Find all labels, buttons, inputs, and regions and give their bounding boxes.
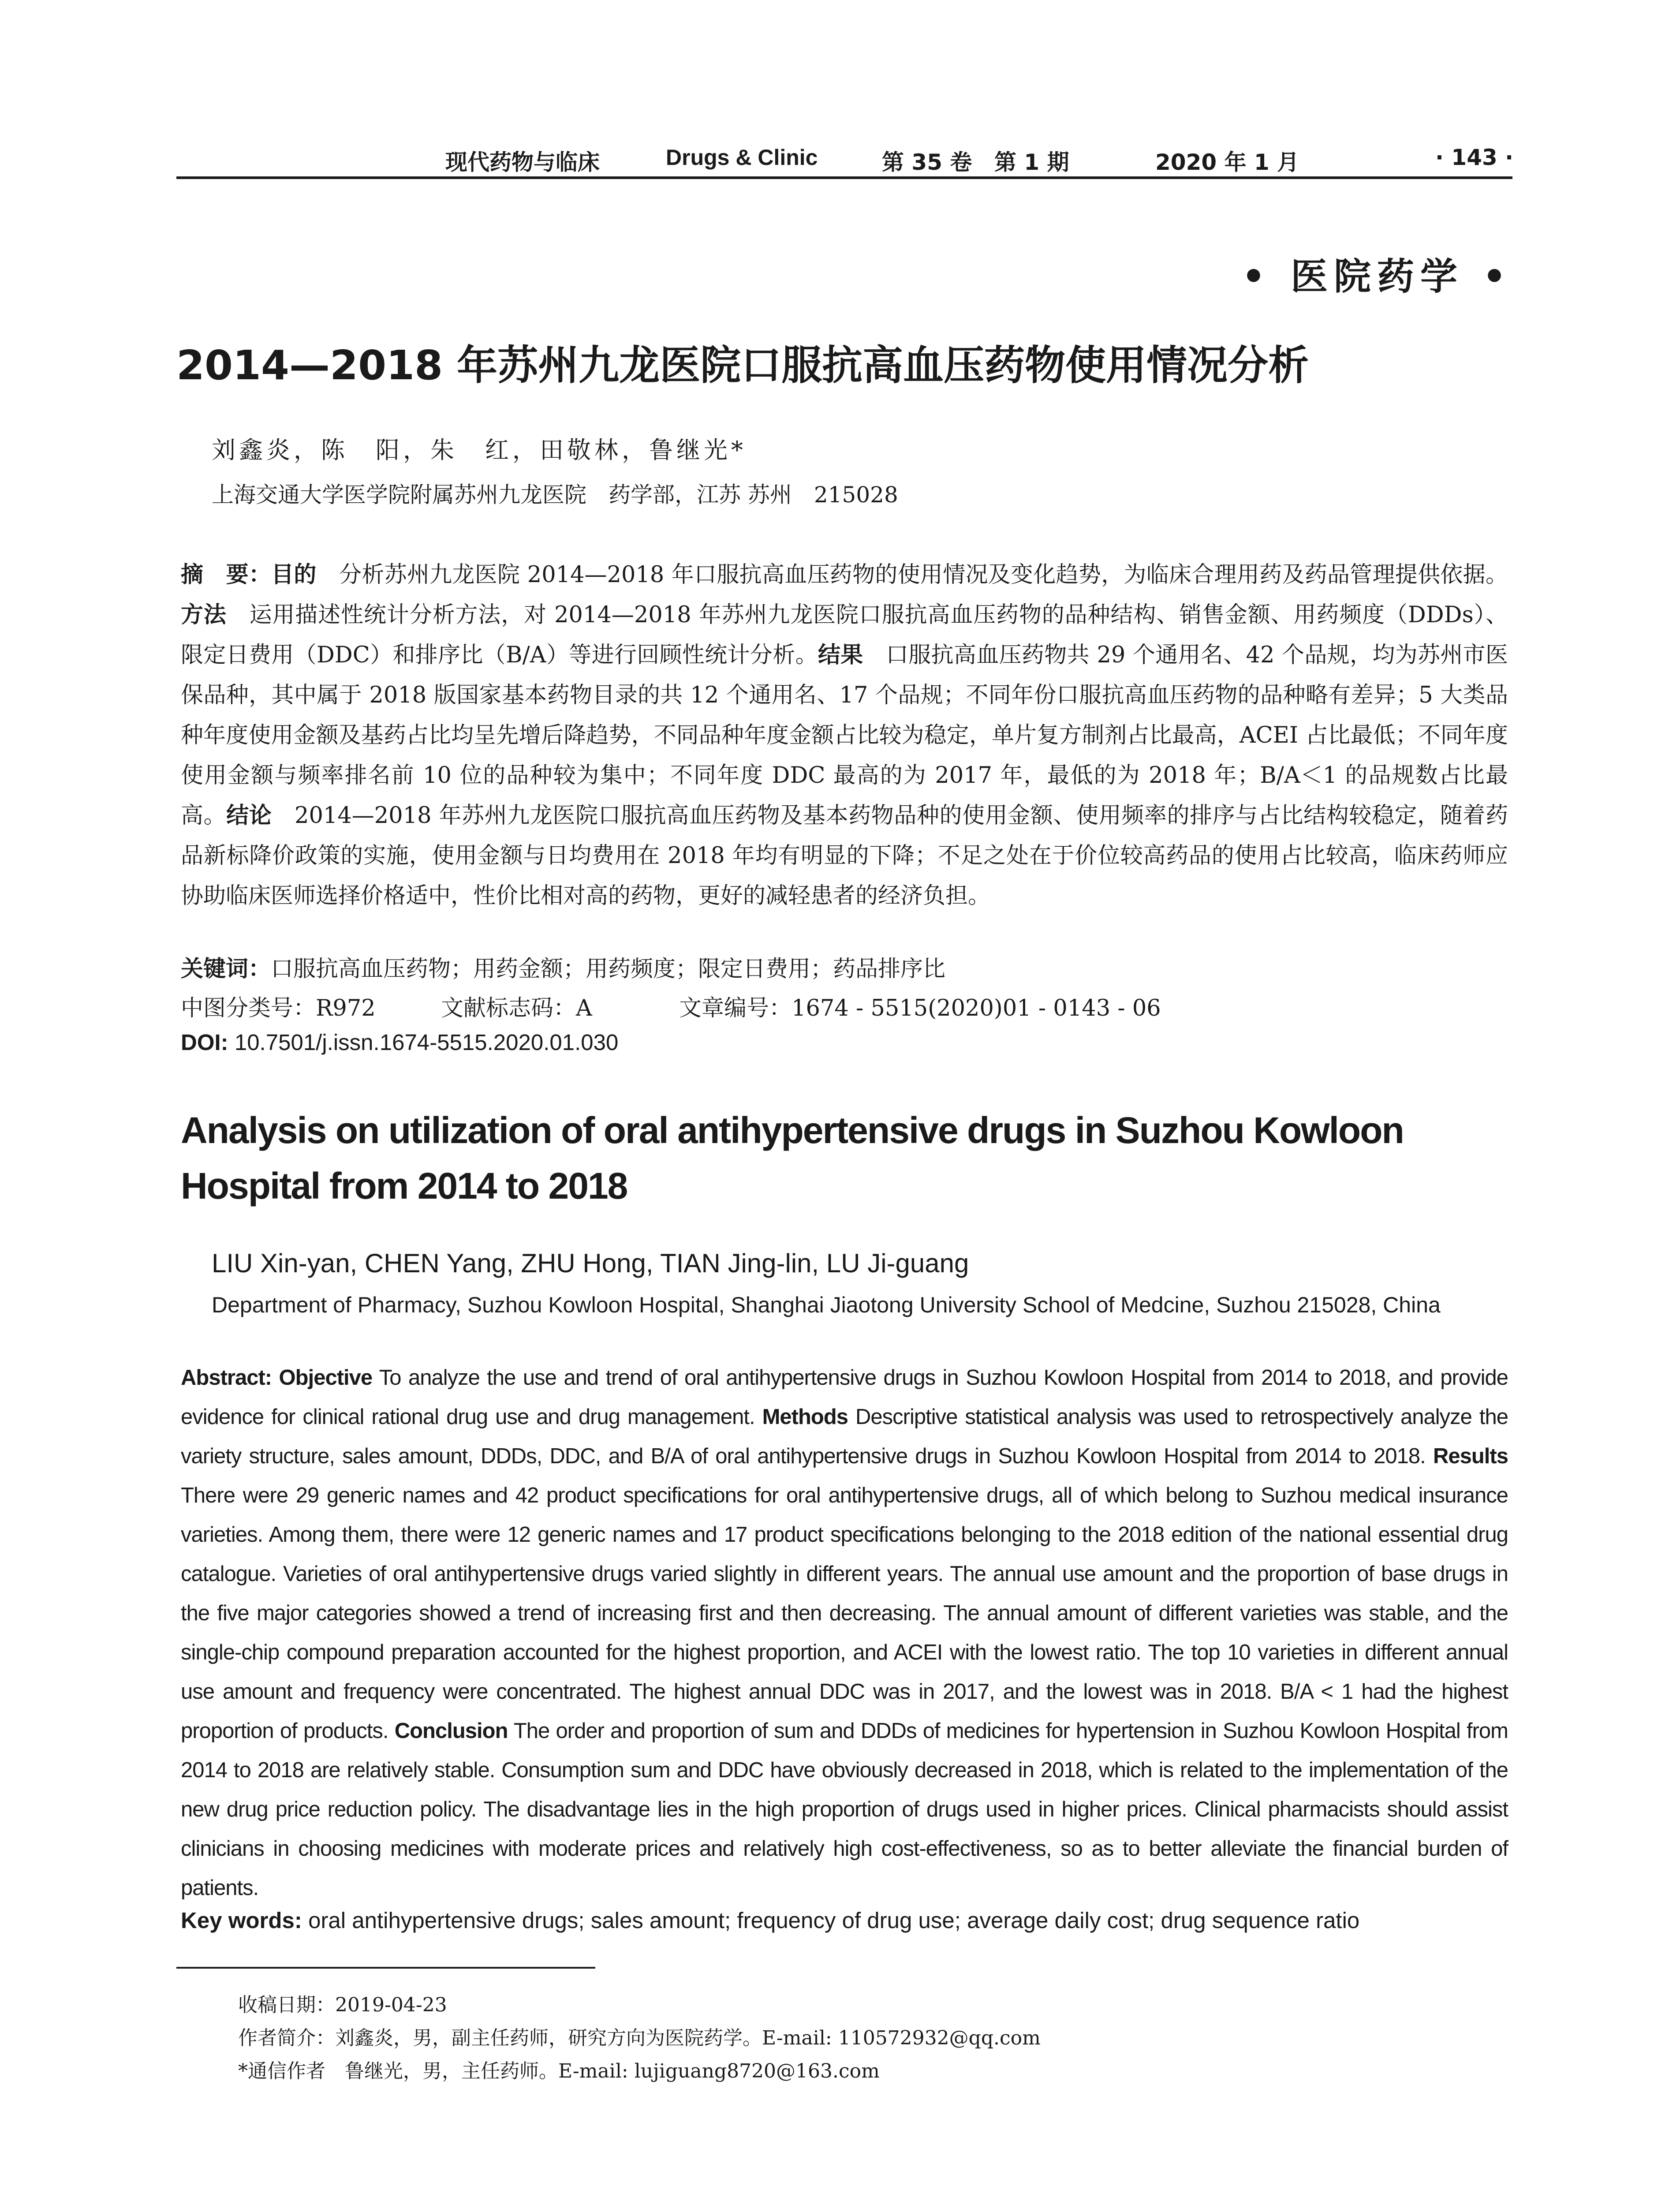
- article-title-en: Analysis on utilization of oral antihypertensive drugs in Suzhou Kowloon Hospital from 2014 to 2018: [181, 1110, 1404, 1207]
- journal-name-cn: 现代药物与临床: [445, 149, 600, 175]
- affiliation-en: Department of Pharmacy, Suzhou Kowloon Hospital, Shanghai Jiaotong University School of Medcine, Suzhou 215028, China: [212, 1293, 1441, 1317]
- article-title-cn: 2014—2018 年苏州九龙医院口服抗高血压药物使用情况分析: [176, 342, 1309, 389]
- header-rule: [176, 176, 1512, 179]
- keywords-label-cn: 关键词：: [181, 956, 271, 982]
- issue: 第 1 期: [994, 149, 1069, 175]
- classification-meta: [181, 990, 1508, 1022]
- document-code: 文献标志码：A: [441, 995, 592, 1021]
- clc-number: 中图分类号：R972: [181, 995, 376, 1021]
- footnote-received: 收稿日期：2019-04-23: [238, 1994, 447, 2016]
- issue-date: 2020 年 1 月: [1155, 149, 1299, 175]
- authors-cn: 刘鑫炎，陈 阳，朱 红，田敬林，鲁继光*: [212, 436, 747, 464]
- keywords-text-en: oral antihypertensive drugs; sales amount; frequency of drug use; average daily cost; drug sequence ratio: [302, 1908, 1360, 1933]
- methods-label-en: Methods: [754, 1405, 848, 1429]
- objective-text-cn: 分析苏州九龙医院 2014—2018 年口服抗高血压药物的使用情况及变化趋势，为临床合理用药及药品管理提供依据。: [316, 562, 1508, 588]
- page-number: · 143 ·: [1435, 145, 1514, 170]
- abstract-label-en: Abstract:: [181, 1366, 272, 1390]
- keywords-en: [181, 1907, 1359, 1933]
- abstract-label-cn: 摘 要：: [181, 561, 272, 588]
- affiliation-cn: 上海交通大学医学院附属苏州九龙医院 药学部，江苏 苏州 215028: [212, 482, 898, 508]
- conclusion-label-cn: 结论: [226, 802, 272, 829]
- objective-label-en: Objective: [272, 1366, 373, 1390]
- methods-label-cn: 方法: [181, 602, 227, 628]
- section-label: • 医院药学 •: [1242, 254, 1512, 298]
- conclusion-text-cn: 2014—2018 年苏州九龙医院口服抗高血压药物及基本药物品种的使用金额、使用频率的排序与占比结构较稳定，随着药品新标降价政策的实施，使用金额与日均费用在 2018 年均有明显的下降；不足之处在于价位较高药品的使用占比较高，临床药师应协助临床医师选择价格适中，性价比相对高的药物，更好的减轻患者的经济负担。: [181, 803, 1508, 909]
- running-header: [176, 140, 1512, 176]
- objective-text-en: To analyze the use and trend of oral antihypertensive drugs in Suzhou Kowloon Hospital from 2014 to 2018, and provide evidence for clinical rational drug use and drug management.: [181, 1366, 1508, 1429]
- results-text-cn: 口服抗高血压药物共 29 个通用名、42 个品规，均为苏州市医保品种，其中属于 2018 版国家基本药物目录的共 12 个通用名、17 个品规；不同年份口服抗高血压药物的品种略有差异；5 大类品种年度使用金额及基药占比均呈先增后降趋势，不同品种年度金额占比较为稳定，单片复方制剂占比最高，ACEI 占比最低；不同年度使用金额与频率排名前 10 位的品种较为集中；不同年度 DDC 最高的为 2017 年，最低的为 2018 年；B/A＜1 的品规数占比最高。: [181, 642, 1508, 829]
- methods-text-en: Descriptive statistical analysis was used to retrospectively analyze the variety structure, sales amount, DDDs, DDC, and B/A of oral antihypertensive drugs in Suzhou Kowloon Hospital from 2014 to 2018.: [181, 1405, 1508, 1468]
- results-label-en: Results: [1425, 1444, 1508, 1468]
- doi-label: DOI:: [181, 1030, 228, 1055]
- footnote-rule: [176, 1967, 595, 1969]
- article-number: 文章编号：1674 - 5515(2020)01 - 0143 - 06: [679, 995, 1161, 1021]
- conclusion-text-en: The order and proportion of sum and DDDs of medicines for hypertension in Suzhou Kowloon Hospital from 2014 to 2018 are relatively stable. Consumption sum and DDC have obviously decreased in 2018, which is related to the implementation of the new drug price reduction policy. The disadvantage lies in the high proportion of drugs used in higher prices. Clinical pharmacists should assist clinicians in choosing medicines with moderate prices and relatively high cost-effectiveness, so as to better alleviate the financial burden of patients.: [181, 1719, 1508, 1900]
- keywords-text-cn: 口服抗高血压药物；用药金额；用药频度；限定日费用；药品排序比: [271, 956, 946, 982]
- abstract-en: [181, 1358, 1508, 1908]
- results-text-en: There were 29 generic names and 42 product specifications for oral antihypertensive drugs, all of which belong to Suzhou medical insurance varieties. Among them, there were 12 generic names and 17 product specifications belonging to the 2018 edition of the national essential drug catalogue. Varieties of oral antihypertensive drugs varied slightly in different years. The annual use amount and the proportion of base drugs in the five major categories showed a trend of increasing first and then decreasing. The annual amount of different varieties was stable, and the single-chip compound preparation accounted for the highest proportion, and ACEI with the lowest ratio. The top 10 varieties in different annual use amount and frequency were concentrated. The highest annual DDC was in 2017, and the lowest was in 2018. B/A < 1 had the highest proportion of products.: [181, 1484, 1508, 1743]
- keywords-label-en: Key words:: [181, 1908, 302, 1933]
- abstract-cn: [181, 555, 1508, 916]
- keywords-cn: [181, 950, 1508, 983]
- footnote-author-bio: 作者简介：刘鑫炎，男，副主任药师，研究方向为医院药学。E-mail: 110572932@qq.com: [238, 2027, 1041, 2049]
- doi: [181, 1029, 618, 1055]
- conclusion-label-en: Conclusion: [388, 1719, 508, 1743]
- authors-en: LIU Xin-yan, CHEN Yang, ZHU Hong, TIAN Jing-lin, LU Ji-guang: [212, 1248, 969, 1278]
- results-label-cn: 结果: [818, 642, 863, 668]
- volume: 第 35 卷: [882, 149, 972, 175]
- footnote-corresponding: *通信作者 鲁继光，男，主任药师。E-mail: lujiguang8720@163.com: [238, 2060, 880, 2082]
- journal-name-en: Drugs & Clinic: [666, 145, 818, 170]
- objective-label-cn: 目的: [271, 561, 317, 588]
- doi-value: 10.7501/j.issn.1674-5515.2020.01.030: [228, 1030, 619, 1055]
- methods-text-cn: 运用描述性统计分析方法，对 2014—2018 年苏州九龙医院口服抗高血压药物的品种结构、销售金额、用药频度（DDDs）、限定日费用（DDC）和排序比（B/A）等进行回顾性统计分析。: [181, 602, 1508, 668]
